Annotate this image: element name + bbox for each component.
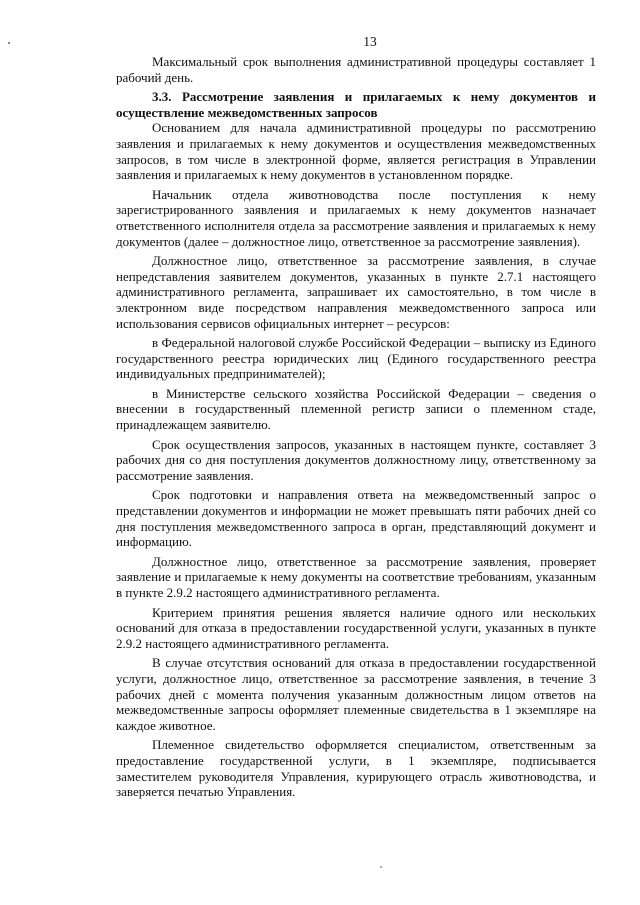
paragraph-department-head: Начальник отдела животноводства после поступления к нему зарегистрированного заявления и прилагаемых к нему документов назначает ответственного исполнителя отдела за рассмотрение заявления и прилагаемых к нему документов (далее – должностное лицо, ответственное за рассмотрение заявления). bbox=[116, 186, 596, 249]
paragraph-no-refusal: В случае отсутствия оснований для отказа в предоставлении государственной услуги, должностное лицо, ответственное за рассмотрение заявления, в течение 3 рабочих дней с момента получения указанным должностным лицом ответов на межведомственные запросы оформляет племенные свидетельства в 1 экземпляре на каждое животное. bbox=[116, 655, 596, 733]
paragraph-official-requests: Должностное лицо, ответственное за рассмотрение заявления, в случае непредставления заявителем документов, указанных в пункте 2.7.1 настоящего административного регламента, запрашивает их самостоятельно, в том числе в электронном виде посредством направления межведомственного запроса или использования сервисов официальных интернет – ресурсов: bbox=[116, 253, 596, 331]
paragraph-response-term: Срок подготовки и направления ответа на межведомственный запрос о представлении документов и информации не может превышать пяти рабочих дней со дня поступления межведомственного запроса в орган, представляющий документ и информацию. bbox=[116, 487, 596, 550]
paragraph-request-term: Срок осуществления запросов, указанных в настоящем пункте, составляет 3 рабочих дня со дня поступления документов должностному лицу, ответственному за рассмотрение заявления. bbox=[116, 436, 596, 483]
list-item-tax-service: в Федеральной налоговой службе Российской Федерации – выписку из Единого государственного реестра юридических лиц (Единого государственного реестра индивидуальных предпринимателей); bbox=[116, 335, 596, 382]
scan-speck bbox=[380, 866, 382, 868]
paragraph-max-term: Максимальный срок выполнения административной процедуры составляет 1 рабочий день. bbox=[116, 54, 596, 85]
paragraph-certificate: Племенное свидетельство оформляется специалистом, ответственным за предоставление государственной услуги, в 1 экземпляре, подписывается заместителем руководителя Управления, курирующего отрасль животноводства, и заверяется печатью Управления. bbox=[116, 737, 596, 800]
paragraph-verification: Должностное лицо, ответственное за рассмотрение заявления, проверяет заявление и прилагаемые к нему документы на соответствие требованиям, указанным в пункте 2.9.2 настоящего административного регламента. bbox=[116, 553, 596, 600]
paragraph-decision-criterion: Критерием принятия решения является наличие одного или нескольких оснований для отказа в предоставлении государственной услуги, указанных в пункте 2.9.2 настоящего административного регламента. bbox=[116, 604, 596, 651]
scan-speck bbox=[8, 42, 10, 44]
list-item-agriculture-ministry: в Министерстве сельского хозяйства Российской Федерации – сведения о внесении в государственный племенной регистр записи о племенном стаде, принадлежащем заявителю. bbox=[116, 385, 596, 433]
paragraph-basis: Основанием для начала административной процедуры по рассмотрению заявления и прилагаемых к нему документов и осуществления межведомственных запросов, в том числе в электронной форме, является регистрация в Управлении заявления и прилагаемых к нему документов в установленном порядке. bbox=[116, 120, 596, 183]
page-number: 13 bbox=[363, 34, 377, 49]
section-heading-3-3: 3.3. Рассмотрение заявления и прилагаемых к нему документов и осуществление межведомственных запросов bbox=[116, 89, 596, 120]
